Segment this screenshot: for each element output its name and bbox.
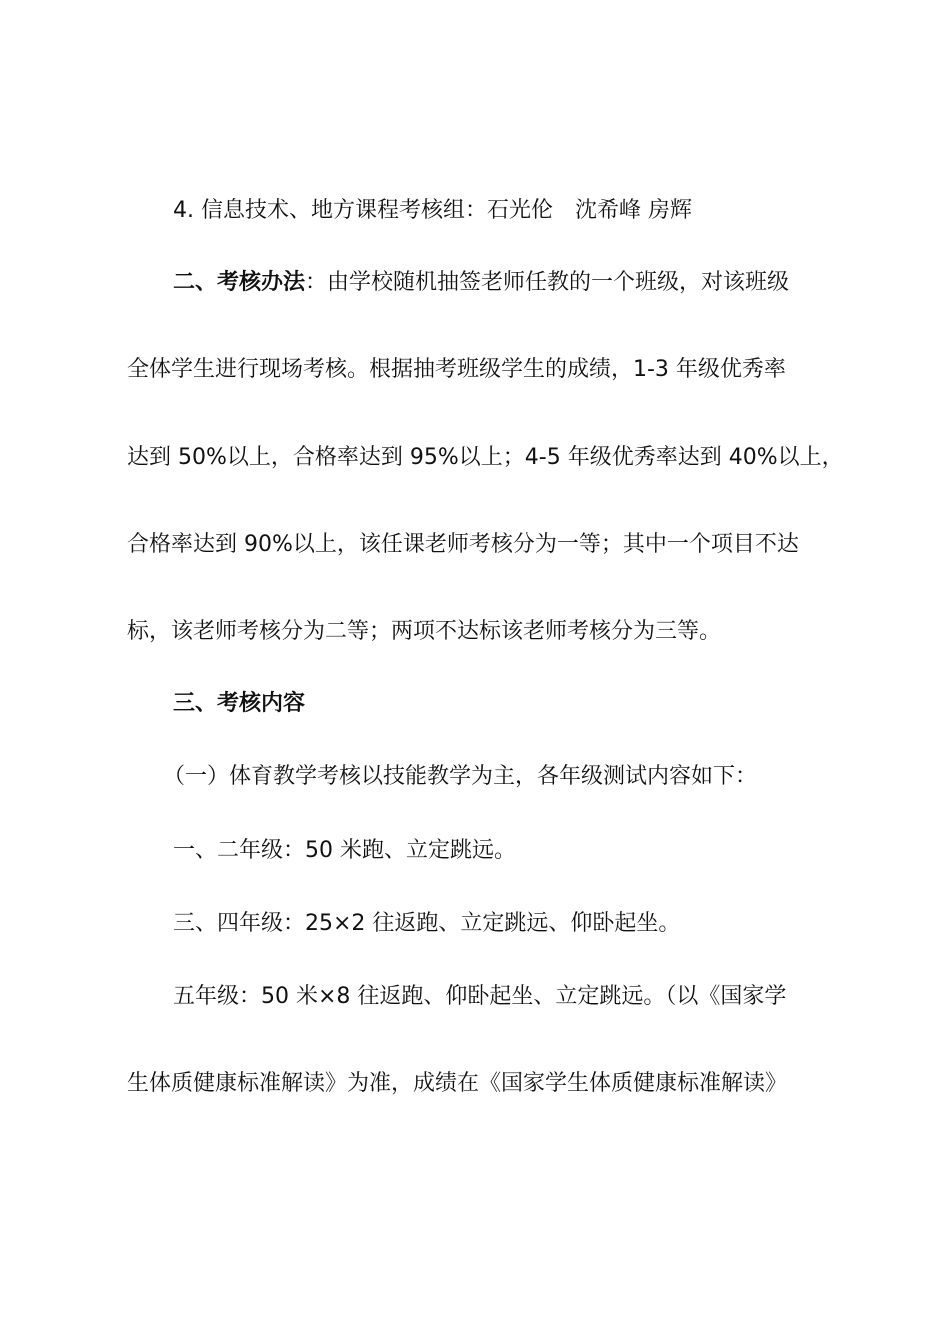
section-2-paragraph-line-4: 合格率达到 90%以上，该任课老师考核分为一等；其中一个项目不达 [127,532,799,557]
section-2-heading: 二、考核办法 [173,270,306,295]
section-2-line-1-text: ：由学校随机抽签老师任教的一个班级，对该班级 [305,270,790,295]
grade-1-2-items: 一、二年级：50 米跑、立定跳远。 [173,838,516,863]
section-2-paragraph-line-5: 标，该老师考核分为二等；两项不达标该老师考核分为三等。 [127,619,722,644]
assessment-group-item-4: 4. 信息技术、地方课程考核组：石光伦 沈希峰 房辉 [173,198,692,223]
section-2-paragraph-line-2: 全体学生进行现场考核。根据抽考班级学生的成绩，1-3 年级优秀率 [127,357,786,382]
subsection-1-intro: （一）体育教学考核以技能教学为主，各年级测试内容如下： [163,764,758,789]
grade-5-items-line-1: 五年级：50 米×8 往返跑、仰卧起坐、立定跳远。（以《国家学 [173,984,787,1009]
section-2-paragraph-line-3: 达到 50%以上，合格率达到 95%以上；4-5 年级优秀率达到 40%以上， [127,445,844,470]
grade-3-4-items: 三、四年级：25×2 往返跑、立定跳远、仰卧起坐。 [173,911,681,936]
grade-5-items-line-2: 生体质健康标准解读》为准，成绩在《国家学生体质健康标准解读》 [127,1071,788,1096]
section-2-paragraph-line-1 [173,268,853,298]
section-3-heading: 三、考核内容 [173,691,306,716]
